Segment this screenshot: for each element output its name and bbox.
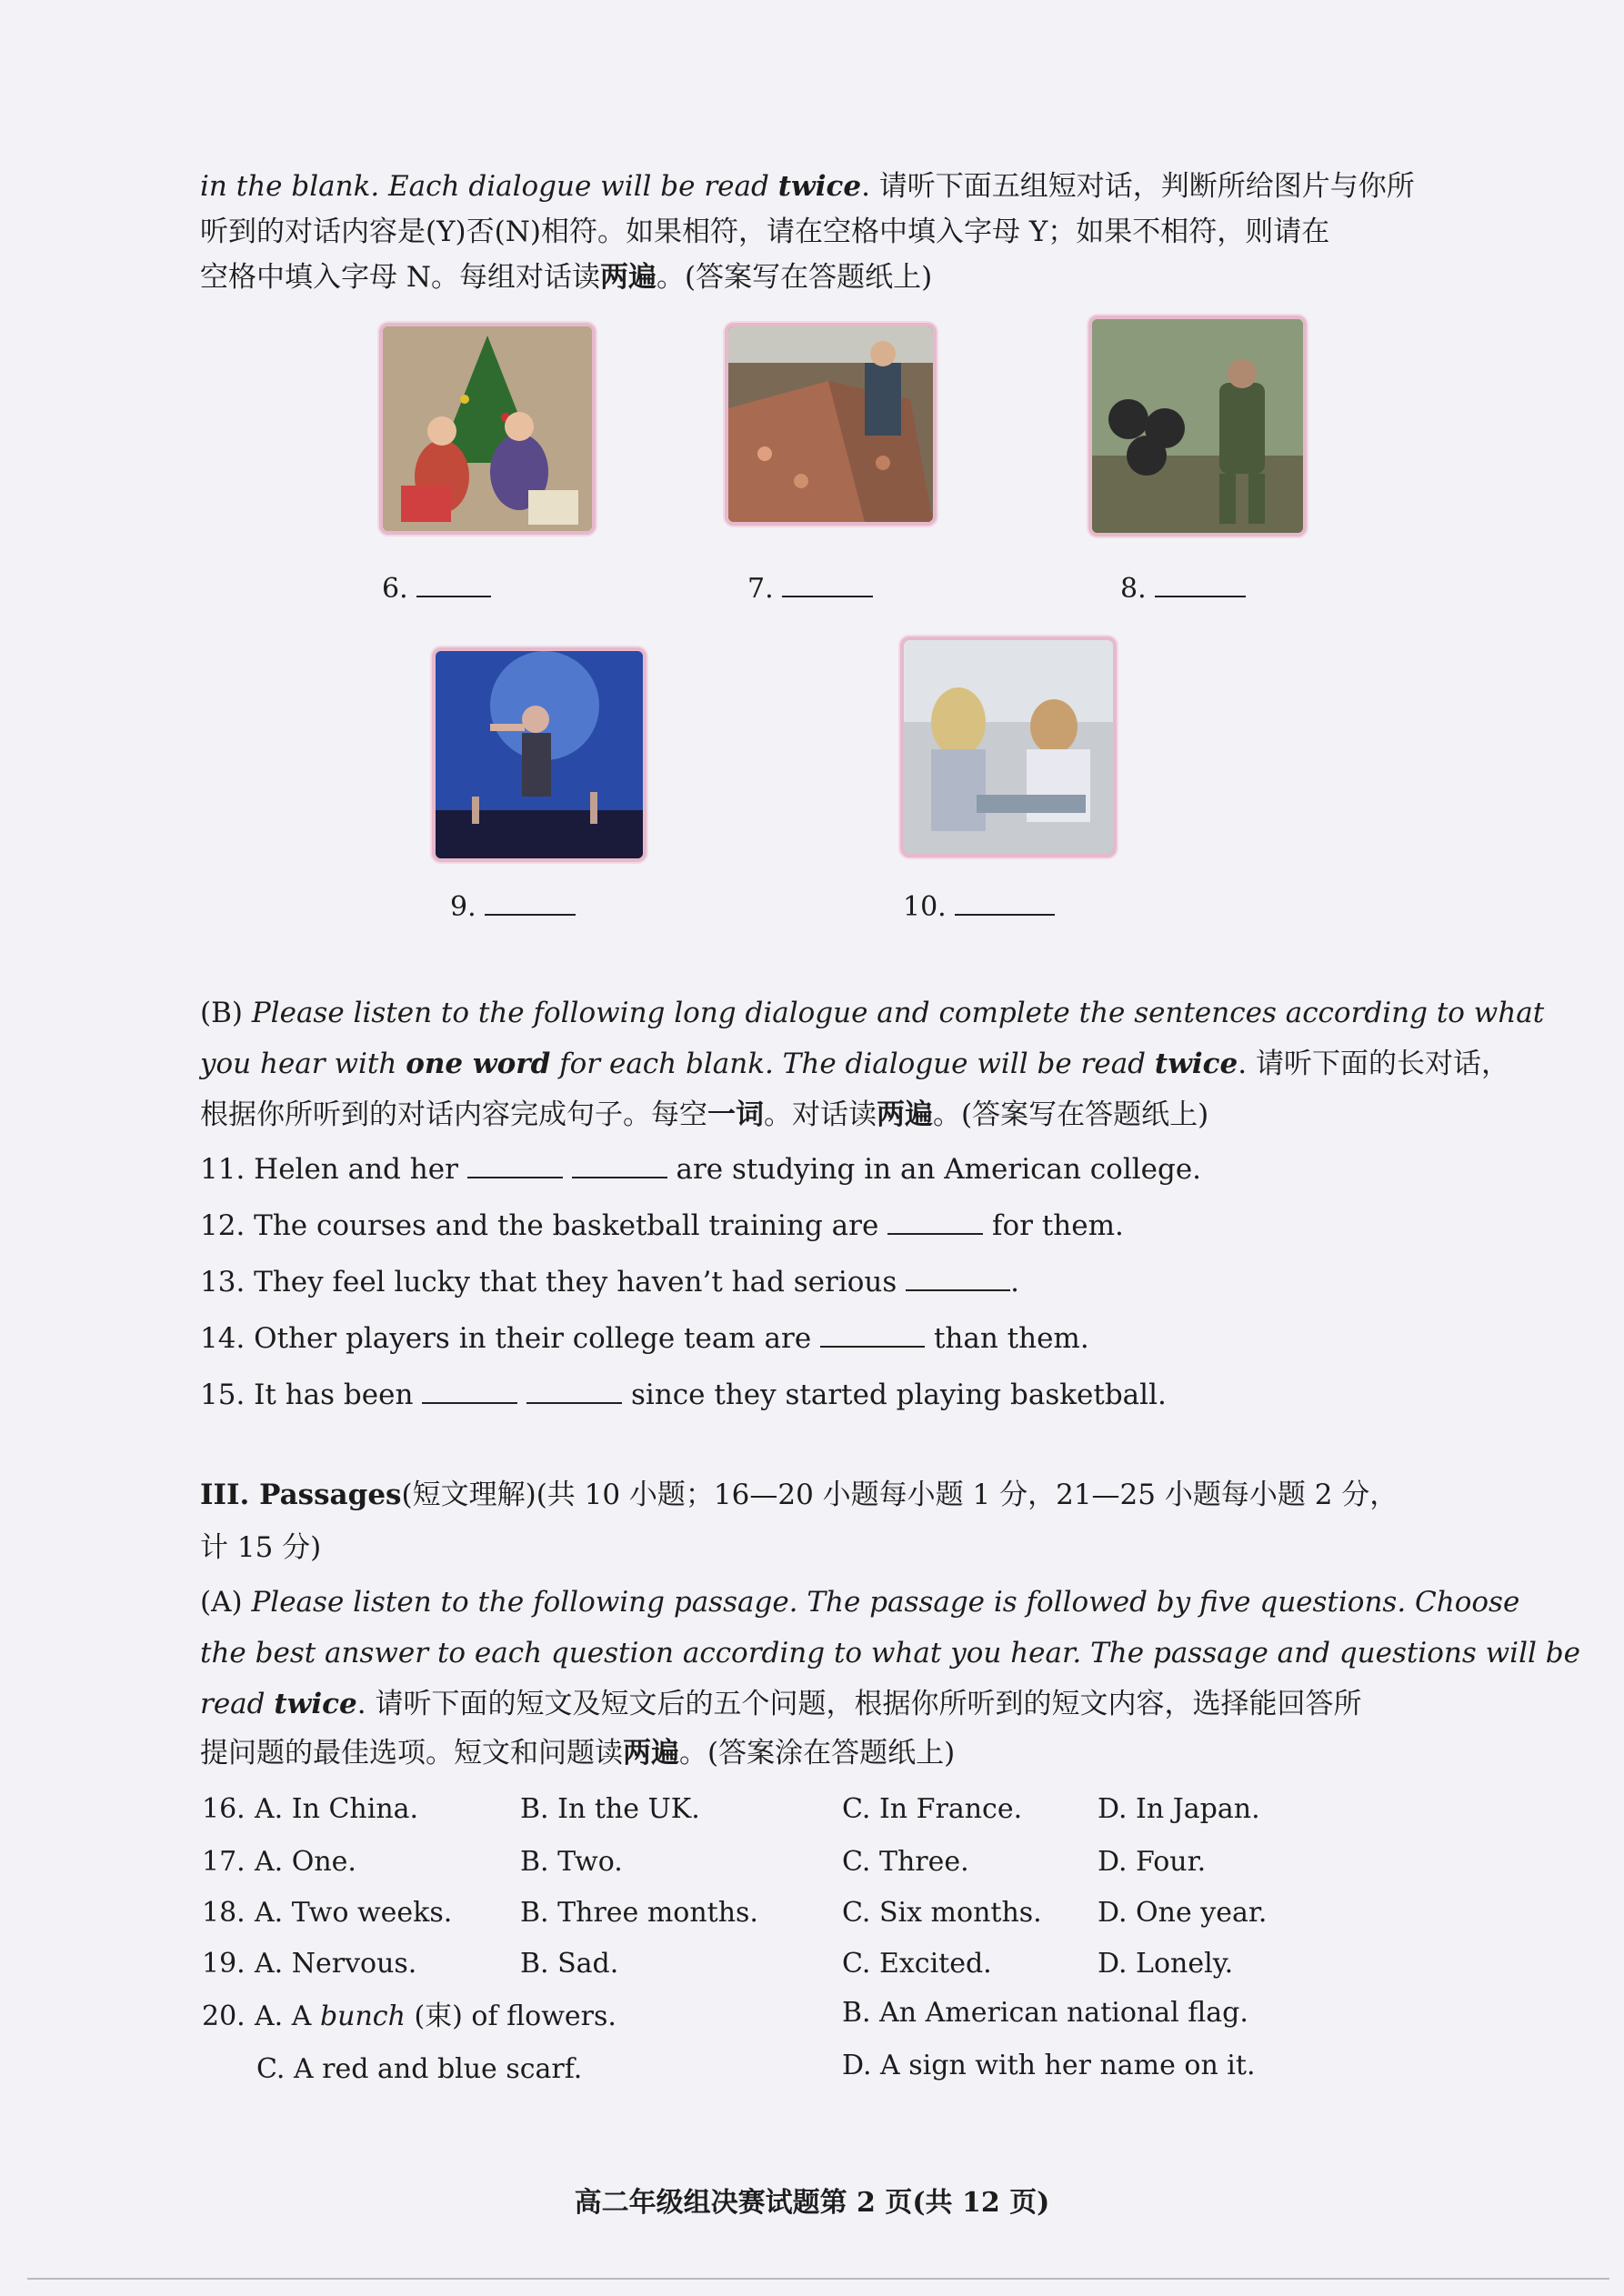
option-b[interactable]: B. In the UK. xyxy=(520,1793,700,1825)
picture-label-7: 7. xyxy=(747,570,873,607)
concert-singer-photo xyxy=(432,647,647,862)
two-women-reading-photo xyxy=(900,637,1117,857)
picture-label-9: 9. xyxy=(450,888,576,926)
option-c[interactable]: C. Excited. xyxy=(842,1948,992,1980)
option-c[interactable]: C. Six months. xyxy=(842,1897,1042,1929)
option-a[interactable]: A. One. xyxy=(255,1846,356,1878)
section-iii-title: III. Passages(短文理解)(共 10 小题；16—20 小题每小题 1 分，21—25 小题每小题 2 分， xyxy=(200,1479,1398,1511)
instructions-line-2: 听到的对话内容是(Y)否(N)相符。如果相符，请在空格中填入字母 Y；如果不相符，则请在 xyxy=(200,216,1330,248)
instructions-bold: twice xyxy=(777,170,862,203)
section-iii-a-line-3: read twice. 请听下面的短文及短文后的五个问题，根据你所听到的短文内容，选择能回答所 xyxy=(200,1688,1362,1720)
section-iii-a-line-4: 提问题的最佳选项。短文和问题读两遍。(答案涂在答题纸上) xyxy=(200,1737,956,1770)
option-b[interactable]: B. Sad. xyxy=(520,1948,619,1980)
option-a[interactable]: A. Nervous. xyxy=(255,1948,417,1980)
christmas-family-photo xyxy=(379,323,596,535)
option-b[interactable]: B. An American national flag. xyxy=(842,1997,1248,2029)
option-c[interactable]: C. A red and blue scarf. xyxy=(256,2053,583,2085)
instructions-line-1 xyxy=(200,166,1415,206)
option-c[interactable]: C. In France. xyxy=(842,1793,1023,1825)
section-iii-title-2: 计 15 分) xyxy=(200,1531,322,1564)
section-iii-a-line-2: the best answer to each question according to what you hear. The passage and questions will be xyxy=(200,1637,1580,1669)
page-footer: 高二年级组决赛试题第 2 页(共 12 页) xyxy=(574,2187,1050,2219)
picture-label-8: 8. xyxy=(1120,570,1246,607)
answer-blank[interactable] xyxy=(887,1208,983,1235)
option-c[interactable]: C. Three. xyxy=(842,1846,969,1878)
answer-blank[interactable] xyxy=(820,1320,925,1348)
instructions-text: 空格中填入字母 N。每组对话读 xyxy=(200,261,600,294)
instructions-line-3 xyxy=(200,257,932,297)
answer-blank[interactable] xyxy=(906,1264,1010,1291)
exam-page: in the blank. Each dialogue will be read twice. 请听下面五组短对话，判断所给图片与你所 听到的对话内容是(Y)否(N)相符。如果相符，请在空格中填入字母 Y；如果不相符，则请在 空格中填入字母 N。每组对话读两遍。(答案写在答题纸上) 6. 7. 8. 9. 10. (B) Please listen to the following long dialogue and complete the sentences according to what you hear with one word for each blank. The dialogue will be read twice. 请听下面的长对话， 根据你所听到的对话内容完成句子。每空一词。对话读两遍。(答案写在答题纸上) 11. Helen and her are studying in an American college. 12. The courses and the basketball training are for them. 13. They feel lucky that they haven’t had serious . 14. Other players in their college team are than them. 15. It has been since they started playing basketball. III. Passages(短文理解)(共 10 小题；16—20 小题每小题 1 分，21—25 小题每小题 2 分， 计 15 分) (A) Please listen to the following passage. The passage is followed by five questions. Choose the best answer to each question according to what you hear. The passage and questions will be read twice. 请听下面的短文及短文后的五个问题，根据你所听到的短文内容，选择能回答所 提问题的最佳选项。短文和问题读两遍。(答案涂在答题纸上) 16. A. In China. B. In the UK. C. In France. D. In Japan. 17. A. One. B. Two. C. Three. D. Four. 18. A. Two weeks. B. Three months. C. Six months. D. One year. 19. A. Nervous. B. Sad. C. Excited. D. Lonely. 20. A. A bunch (束) of flowers. B. An American national flag. C. A red and blue scarf. D. A sign with her name on it. 高二年级组决赛试题第 2 页(共 12 页) xyxy=(0,0,1624,2296)
answer-blank[interactable] xyxy=(526,1377,622,1404)
picture-label-6: 6. xyxy=(382,570,491,607)
fill-item-13: 13. They feel lucky that they haven’t had serious . xyxy=(200,1266,1020,1298)
instructions-text: in the blank. Each dialogue will be read xyxy=(200,170,778,203)
option-a[interactable]: A. In China. xyxy=(255,1793,419,1825)
option-b[interactable]: B. Three months. xyxy=(520,1897,758,1929)
page-edge-divider xyxy=(27,2278,1609,2280)
fill-item-15: 15. It has been since they started playing basketball. xyxy=(200,1379,1167,1411)
market-fruit-stall-photo xyxy=(725,323,937,526)
section-b-line-2: you hear with one word for each blank. The dialogue will be read twice. 请听下面的长对话， xyxy=(200,1048,1509,1080)
option-d[interactable]: D. Lonely. xyxy=(1098,1948,1234,1980)
section-b-line-3: 根据你所听到的对话内容完成句子。每空一词。对话读两遍。(答案写在答题纸上) xyxy=(200,1098,1209,1131)
answer-blank[interactable] xyxy=(467,1151,563,1178)
section-iii-a-line-1: (A) Please listen to the following passage. The passage is followed by five questions. Choose xyxy=(200,1586,1520,1619)
option-d[interactable]: D. In Japan. xyxy=(1098,1793,1260,1825)
option-d[interactable]: D. One year. xyxy=(1098,1897,1268,1929)
instructions-text: 。(答案写在答题纸上) xyxy=(656,261,933,294)
option-a[interactable]: A. Two weeks. xyxy=(255,1897,453,1929)
answer-blank[interactable] xyxy=(782,570,873,597)
instructions-text-cn: . 请听下面五组短对话，判断所给图片与你所 xyxy=(861,170,1415,203)
answer-blank[interactable] xyxy=(1155,570,1246,597)
option-a[interactable]: A. A bunch (束) of flowers. xyxy=(255,2000,617,2032)
fill-item-12: 12. The courses and the basketball training are for them. xyxy=(200,1209,1124,1242)
fill-item-14: 14. Other players in their college team are than them. xyxy=(200,1322,1089,1355)
instructions-bold: 两遍 xyxy=(599,261,657,294)
option-d[interactable]: D. A sign with her name on it. xyxy=(842,2050,1256,2081)
answer-blank[interactable] xyxy=(485,888,576,916)
section-b-line-1: (B) Please listen to the following long dialogue and complete the sentences according to what xyxy=(200,997,1545,1029)
option-b[interactable]: B. Two. xyxy=(520,1846,623,1878)
option-d[interactable]: D. Four. xyxy=(1098,1846,1207,1878)
market-stall-icon xyxy=(728,326,933,522)
two-women-reading-icon xyxy=(904,640,1113,854)
answer-blank[interactable] xyxy=(955,888,1055,916)
christmas-family-icon xyxy=(383,326,592,531)
answer-blank[interactable] xyxy=(422,1377,517,1404)
fill-item-11: 11. Helen and her are studying in an American college. xyxy=(200,1153,1202,1186)
concert-singer-icon xyxy=(436,651,643,858)
soldier-training-icon xyxy=(1092,319,1303,533)
answer-blank[interactable] xyxy=(416,570,491,597)
answer-blank[interactable] xyxy=(572,1151,667,1178)
picture-label-10: 10. xyxy=(903,888,1055,926)
soldier-training-photo xyxy=(1088,316,1307,536)
